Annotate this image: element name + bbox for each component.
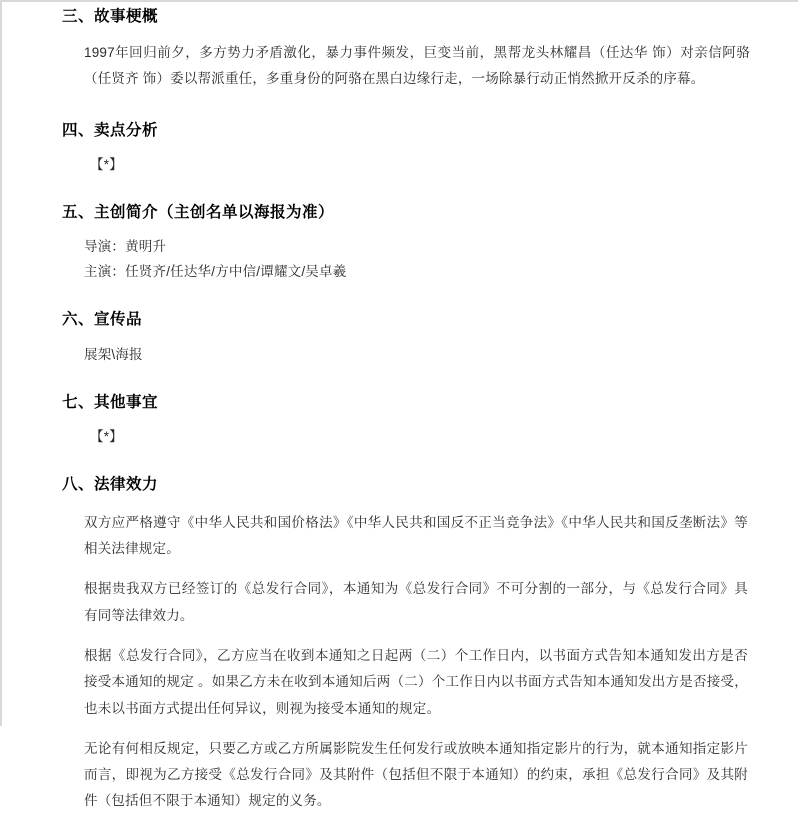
spacer — [62, 287, 758, 309]
section-main-creators — [62, 202, 758, 285]
spacer — [62, 94, 758, 120]
section-heading: 六、宣传品 — [62, 310, 143, 328]
section-paragraph-director: 导演：黄明升 — [84, 239, 167, 254]
section-paragraph: 【*】 — [90, 157, 123, 172]
section-legal-effect — [62, 474, 758, 815]
spacer — [62, 452, 758, 474]
legal-paragraph-2: 根据贵我双方已经签订的《总发行合同》，本通知为《总发行合同》不可分割的一部分，与《总发行合同》具有同等法律效力。 — [84, 581, 748, 623]
section-paragraph: 1997年回归前夕，多方势力矛盾激化，暴力事件频发，巨变当前，黑帮龙头林耀昌（任达华 饰）对亲信阿骆（任贤齐 饰）委以帮派重任，多重身份的阿骆在黑白边缘行走，一场除暴行动正悄然掀开反杀的序幕。 — [84, 44, 750, 86]
legal-paragraphs — [84, 510, 758, 815]
section-paragraph: 展架\海报 — [84, 346, 143, 362]
spacer — [62, 180, 758, 202]
spacer — [62, 370, 758, 392]
section-heading: 七、其他事宜 — [62, 393, 159, 411]
legal-paragraph-1: 双方应严格遵守《中华人民共和国价格法》《中华人民共和国反不正当竞争法》《中华人民共和国反垄断法》等相关法律规定。 — [84, 514, 748, 556]
section-selling-points — [62, 120, 758, 178]
section-heading: 五、主创简介（主创名单以海报为准） — [62, 204, 335, 222]
page-left-border — [0, 0, 2, 726]
section-paragraph: 【*】 — [90, 428, 123, 444]
section-other-matters — [62, 392, 758, 450]
section-heading: 四、卖点分析 — [62, 122, 159, 140]
section-story-synopsis — [62, 6, 758, 92]
section-paragraph-cast: 主演：任贤齐/任达华/方中信/谭耀文/吴卓羲 — [84, 263, 347, 279]
section-heading: 三、故事梗概 — [62, 8, 159, 25]
section-promotional-materials — [62, 309, 758, 368]
section-heading: 八、法律效力 — [62, 475, 159, 493]
legal-paragraph-4: 无论有何相反规定，只要乙方或乙方所属影院发生任何发行或放映本通知指定影片的行为，就本通知指定影片而言，即视为乙方接受《总发行合同》及其附件（包括但不限于本通知）的约束，承担《总发行合同》及其附件（包括但不限于本通知）规定的义务。 — [84, 740, 748, 809]
legal-paragraph-3: 根据《总发行合同》，乙方应当在收到本通知之日起两（二）个工作日内，以书面方式告知本通知发出方是否接受本通知的规定 。如果乙方未在收到本通知后两（二）个工作日内以书面方式告知本通知发出方是否接受，也未以书面方式提出任何异议，则视为接受本通知的规定。 — [84, 647, 748, 716]
page-top-border — [0, 0, 798, 2]
